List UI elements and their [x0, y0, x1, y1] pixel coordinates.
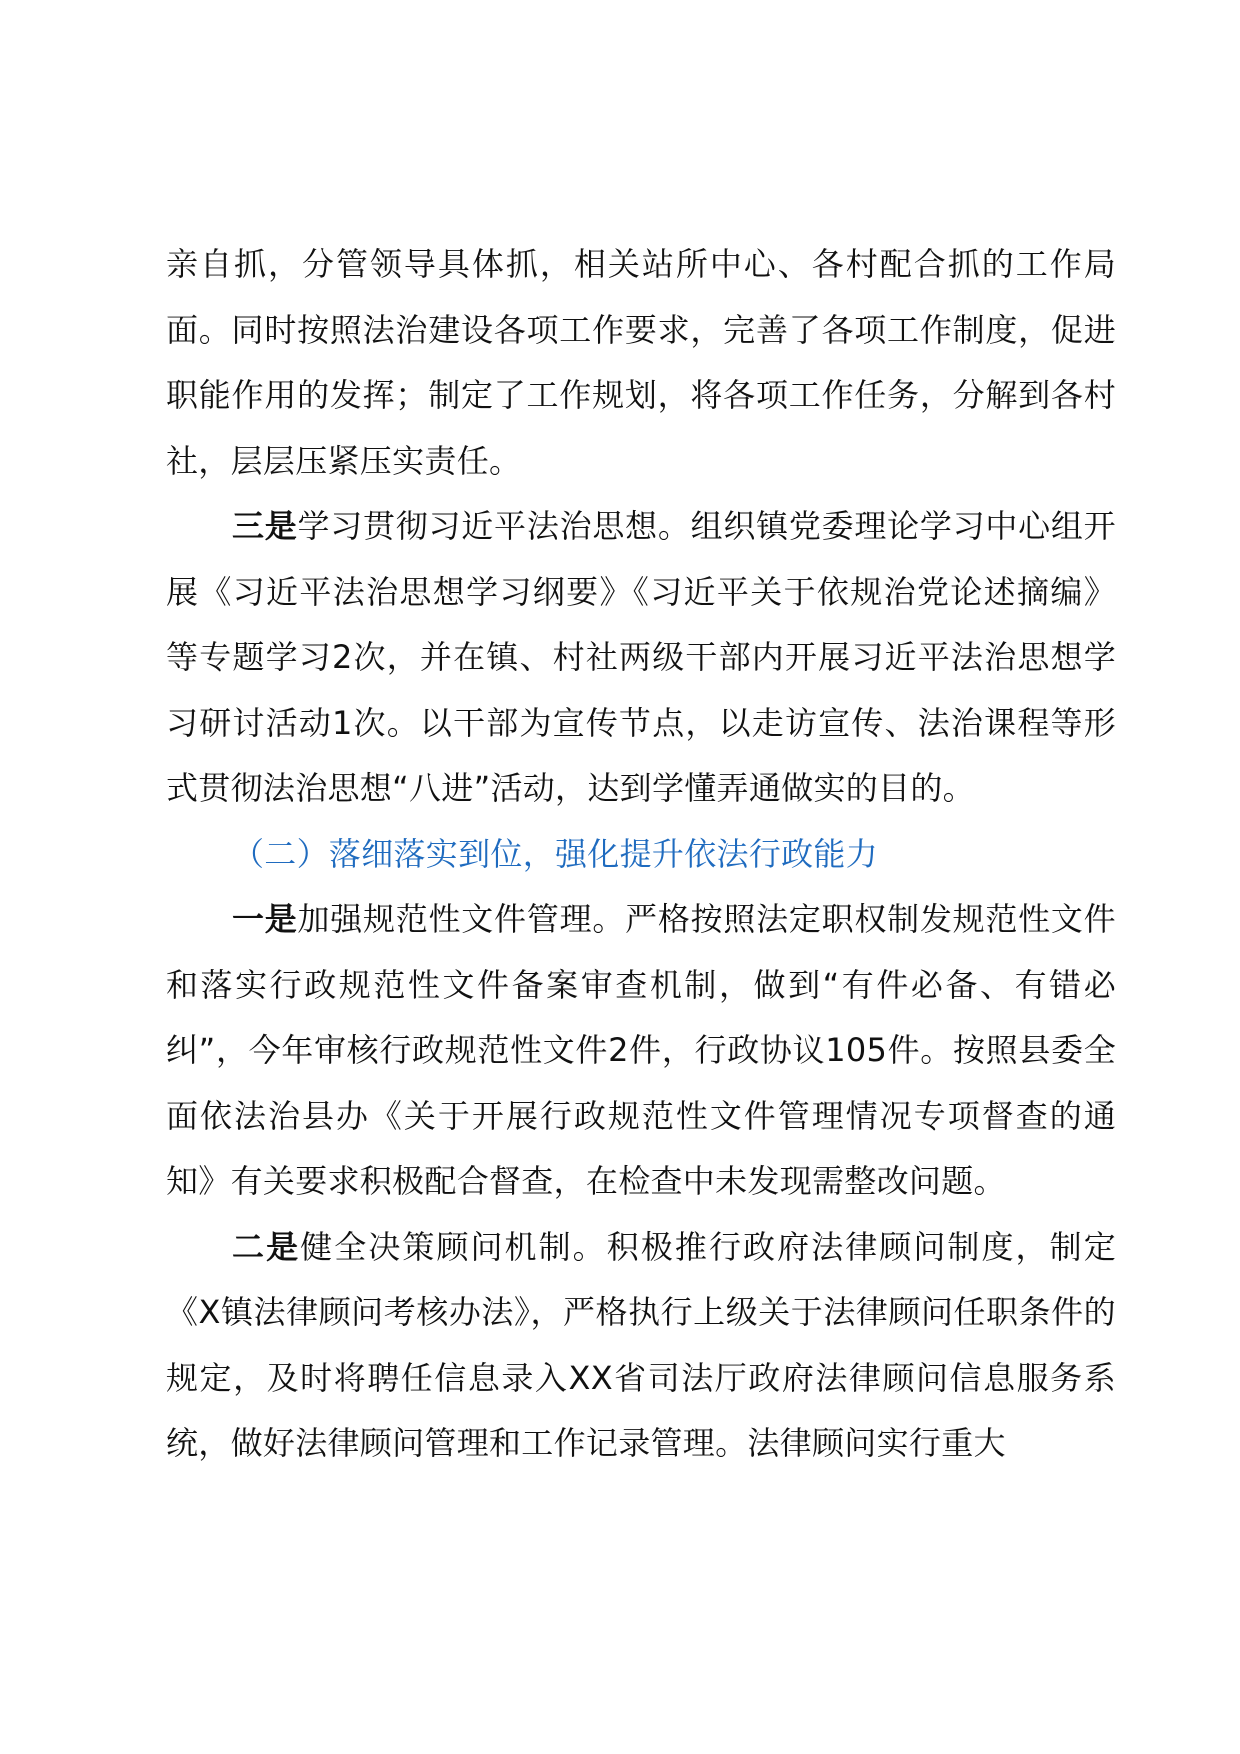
- paragraph-lead: 二是: [232, 1227, 301, 1266]
- paragraph-three: [166, 494, 1116, 822]
- paragraph-text: 加强规范性文件管理。严格按照法定职权制发规范性文件和落实行政规范性文件备案审查机制，做到“有件必备、有错必纠”，今年审核行政规范性文件2件，行政协议105件。按照县委全面依法治县办《关于开展行政规范性文件管理情况专项督查的通知》有关要求积极配合督查，在检查中未发现需整改问题。: [166, 900, 1116, 1200]
- paragraph-text: 亲自抓，分管领导具体抓，相关站所中心、各村配合抓的工作局面。同时按照法治建设各项工作要求，完善了各项工作制度，促进职能作用的发挥；制定了工作规划，将各项工作任务，分解到各村社，层层压紧压实责任。: [166, 245, 1116, 480]
- section-heading-text: （二）落细落实到位，强化提升依法行政能力: [232, 834, 879, 873]
- section-heading: [166, 822, 1116, 888]
- paragraph-one: [166, 887, 1116, 1215]
- paragraph-two: [166, 1215, 1116, 1477]
- paragraph-text: 健全决策顾问机制。积极推行政府法律顾问制度，制定《X镇法律顾问考核办法》，严格执行上级关于法律顾问任职条件的规定，及时将聘任信息录入XX省司法厅政府法律顾问信息服务系统，做好法律顾问管理和工作记录管理。法律顾问实行重大: [166, 1227, 1116, 1462]
- paragraph-text: 学习贯彻习近平法治思想。组织镇党委理论学习中心组开展《习近平法治思想学习纲要》《习近平关于依规治党论述摘编》等专题学习2次，并在镇、村社两级干部内开展习近平法治思想学习研讨活动1次。以干部为宣传节点，以走访宣传、法治课程等形式贯彻法治思想“八进”活动，达到学懂弄通做实的目的。: [166, 507, 1116, 807]
- paragraph-lead: 三是: [232, 507, 298, 545]
- document-body: [166, 232, 1116, 1477]
- paragraph-continuation: [166, 232, 1116, 494]
- paragraph-lead: 一是: [232, 900, 298, 938]
